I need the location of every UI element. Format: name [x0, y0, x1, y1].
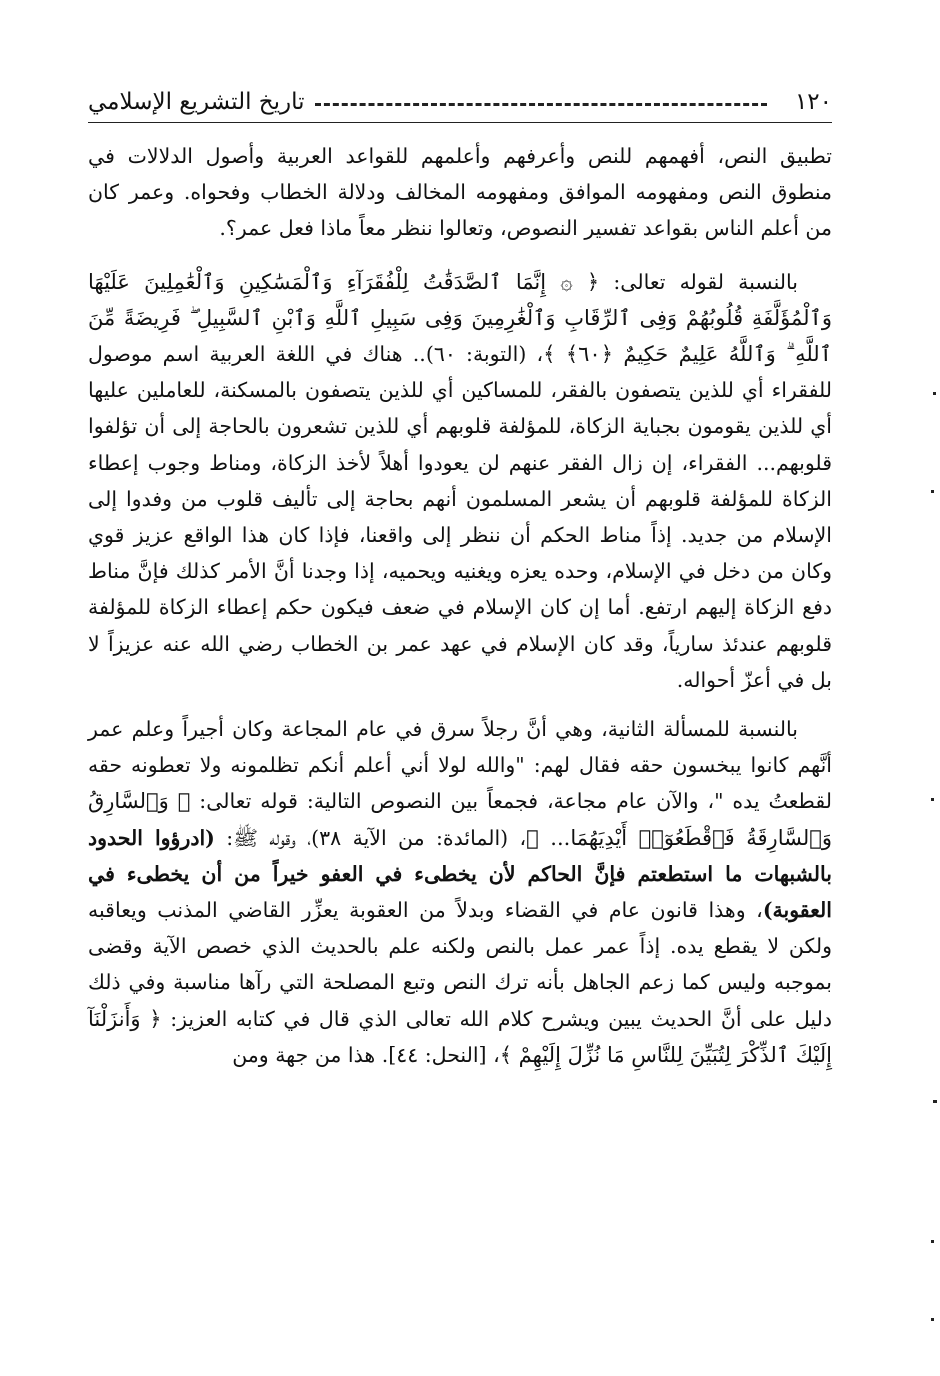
scan-mark — [931, 1240, 934, 1243]
quran-verse-nahl: ﴿ وَأَنزَلْنَآ إِلَيْكَ ٱلذِّكْرَ لِتُبَيِّنَ لِلنَّاسِ مَا نُزِّلَ إِلَيْهِمْ ﴾ — [88, 1006, 832, 1067]
scan-mark — [931, 490, 934, 493]
paragraph-theft-lead: بالنسبة للمسألة الثانية، وهي أنَّ رجلاً سرق في عام المجاعة وكان أجيراً وعلم عمر أنَّهم كانوا يبخسون حقه فقال لهم: "والله لولا أني أعلم أنكم تظلمونه ولا تعطونه حقه لقطعتُ يده "، والآن عام مجاعة، فجمعاً بين النصوص التالية: قوله تعالى: — [88, 717, 832, 814]
scan-mark — [931, 1318, 934, 1321]
paragraph-theft-body: ، وهذا قانون عام في القضاء وبدلاً من العقوبة يعزِّر القاضي المذنب ويعاقبه ولكن لا يقطع يده. إذاً عمر عمل بالنص ولكنه علم بالحديث الذي خصص الآية وقضى بموجبه وليس كما زعم الجاهل بأنه ترك النص وتبع المصلحة التي رآها مناسبة وفي ذلك دليل على أنَّ الحديث يبين ويشرح كلام الله تعالى الذي قال في كتابه العزيز: — [88, 898, 832, 1031]
paragraph-zakat-body: ، (التوبة: ٦٠).. هناك في اللغة العربية اسم موصول للفقراء أي للذين يتصفون بالفقر، للمساكين أي للذين يتصفون بالمسكنة، للعاملين عليها أي للذين يقومون بجباية الزكاة، للمؤلفة قلوبهم أي للذين تشعرون بالحاجة إلى أن تؤلفوا قلوبهم... الفقراء، إن زال الفقر عنهم لن يعودوا أهلاً لأخذ الزكاة، ومناط وجوب إعطاء الزكاة للمؤلفة قلوبهم أن يشعر المسلمون أنهم بحاجة إلى تأليف قلوب من وفدوا إلى الإسلام من جديد. إذاً مناط الحكم أن ننظر إلى واقعنا، فإذا كان هذا الواقع عزيز قوي وكان من دخل في الإسلام، وحده يعزه ويغنيه ويحميه، إذا وجدنا أنَّ الأمر كذلك فإنَّ مناط دفع الزكاة إليهم ارتفع. أما إن كان الإسلام في ضعف فيكون حكم إعطاء الزكاة للمؤلفة قلوبهم عندئذ سارياً، وقد كان الإسلام في عهد عمر بن الخطاب رضي الله عنه عزيزاً لا بل في أعزّ أحواله. — [88, 342, 832, 692]
page-number: ١٢٠ — [794, 89, 832, 115]
hadith-quote: (ادرؤوا الحدود بالشبهات ما استطعتم فإنَّ الحاكم لأن يخطىء في العفو خيراً من أن يخطىء في العقوبة) — [88, 825, 832, 923]
scan-mark — [931, 798, 934, 801]
paragraph-theft-ref: ، (المائدة: من الآية ٣٨)، وقوله ﷺ: — [226, 825, 527, 850]
paragraph-zakat — [88, 264, 832, 698]
body-text — [88, 138, 832, 1073]
paragraph-theft-end: ، [النحل: ٤٤]. هذا من جهة ومن — [232, 1042, 500, 1067]
paragraph-zakat-lead: بالنسبة لقوله تعالى: — [613, 269, 798, 294]
page-header — [88, 82, 832, 123]
scan-mark — [933, 1100, 937, 1103]
scan-mark — [933, 392, 936, 395]
quran-verse-maidah: ﴿ وَٱلسَّارِقُ وَٱلسَّارِقَةُ فَٱقْطَعُوٓا۟ أَيْدِيَهُمَا... ﴾ — [88, 789, 832, 850]
header-dotted-leader — [315, 103, 767, 106]
paragraph-intro: تطبيق النص، أفهمهم للنص وأعرفهم وأعلمهم للقواعد العربية وأصول الدلالات في منطوق النص ومفهومه الموافق ومفهومه المخالف ودلالة الخطاب وفحواه. وعمر كان من أعلم الناس بقواعد تفسير النصوص، وتعالوا ننظر معاً ماذا فعل عمر؟. — [88, 144, 832, 241]
quran-verse-tawbah: ﴿ ۞ إِنَّمَا ٱلصَّدَقَٰتُ لِلْفُقَرَآءِ وَٱلْمَسَٰكِينِ وَٱلْعَٰمِلِينَ عَلَيْهَا وَٱلْمُؤَلَّفَةِ قُلُوبُهُمْ وَفِى ٱلرِّقَابِ وَٱلْغَٰرِمِينَ وَفِى سَبِيلِ ٱللَّهِ وَٱبْنِ ٱلسَّبِيلِ ۖ فَرِيضَةً مِّنَ ٱللَّهِ ۗ وَٱللَّهُ عَلِيمٌ حَكِيمٌ ﴿٦٠﴾ ﴾ — [88, 269, 832, 367]
paragraph-theft — [88, 711, 832, 1073]
book-title: تاريخ التشريع الإسلامي — [88, 89, 305, 115]
